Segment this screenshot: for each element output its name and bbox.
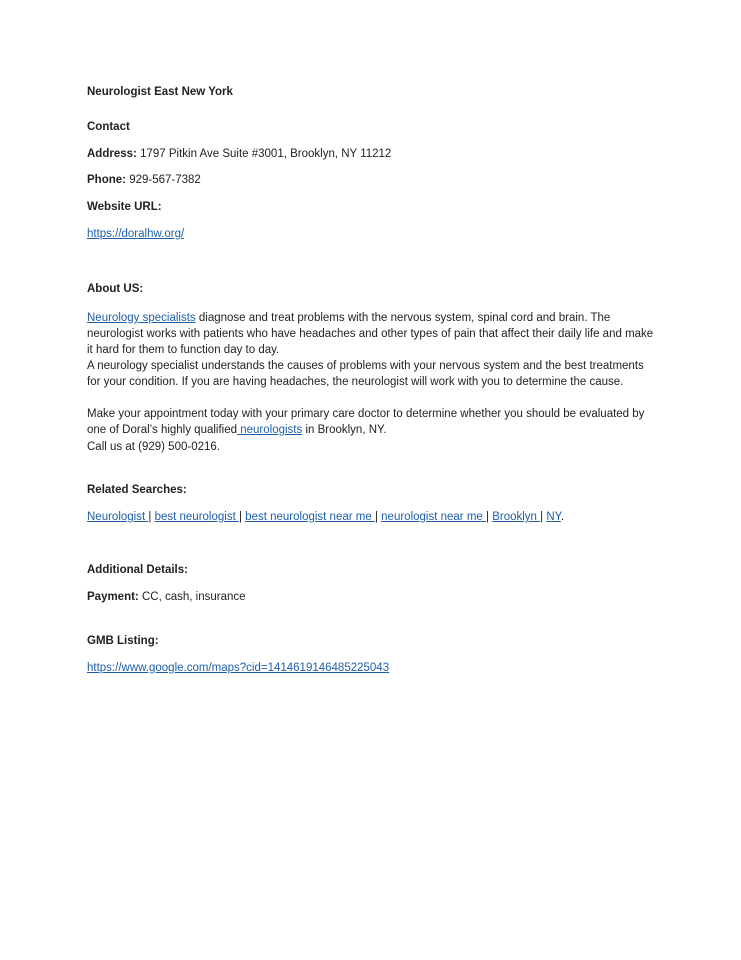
neurology-specialists-link[interactable]: Neurology specialists xyxy=(87,312,196,324)
phone-label: Phone: xyxy=(87,174,126,186)
related-heading: Related Searches: xyxy=(87,484,187,496)
call-us-line: Call us at (929) 500-0216. xyxy=(87,441,220,453)
separator: | xyxy=(148,511,152,523)
address-label: Address: xyxy=(87,148,137,160)
related-link-ny[interactable]: NY xyxy=(546,511,561,523)
website-label: Website URL: xyxy=(87,201,162,213)
gmb-heading: GMB Listing: xyxy=(87,635,159,647)
about-p1-text: diagnose and treat problems with the nervous system, spinal cord and brain. The neurologist works with patients who have headaches and other types of pain that affect their daily life and make it hard for them to function day to day. xyxy=(87,312,654,357)
about-paragraph-2: A neurology specialist understands the causes of problems with your nervous system and the best treatments for your condition. If you are having headaches, the neurologist will work with you to determine the cause. xyxy=(87,360,644,389)
website-link[interactable]: https://doralhw.org/ xyxy=(87,228,185,240)
neurologists-link[interactable]: neurologists xyxy=(237,424,303,437)
separator: | xyxy=(374,511,378,523)
contact-heading: Contact xyxy=(87,121,130,133)
payment-value: CC, cash, insurance xyxy=(141,591,246,603)
gmb-link[interactable]: https://www.google.com/maps?cid=1414619146485225043 xyxy=(87,662,390,674)
address-value: 1797 Pitkin Ave Suite #3001, Brooklyn, NY 11212 xyxy=(140,148,392,160)
separator: | xyxy=(540,511,544,523)
payment-label: Payment: xyxy=(87,591,139,603)
page-title: Neurologist East New York xyxy=(87,86,233,98)
related-link-best-neurologist[interactable]: best neurologist xyxy=(154,511,239,523)
separator: | xyxy=(486,511,489,523)
about-p3-text: Make your appointment today with your primary care doctor to determine whether you should be evaluated by one of Doral’s highly qualified xyxy=(87,408,645,437)
phone-value: 929-567-7382 xyxy=(129,174,201,186)
address-line xyxy=(87,148,391,160)
related-link-brooklyn[interactable]: Brooklyn xyxy=(492,511,541,523)
related-link-neurologist-near-me[interactable]: neurologist near me xyxy=(381,511,486,523)
separator: | xyxy=(238,511,242,523)
phone-line xyxy=(87,174,201,186)
additional-heading: Additional Details: xyxy=(87,564,188,576)
related-link-best-neurologist-near-me[interactable]: best neurologist near me xyxy=(245,511,375,523)
related-searches xyxy=(87,511,564,523)
about-p3-tail: in Brooklyn, NY. xyxy=(302,424,387,437)
about-paragraph-3 xyxy=(87,406,657,438)
about-heading: About US: xyxy=(87,283,144,295)
payment-line xyxy=(87,591,246,603)
related-link-neurologist[interactable]: Neurologist xyxy=(87,511,149,523)
related-end: . xyxy=(560,511,565,523)
about-paragraph-1 xyxy=(87,310,657,359)
